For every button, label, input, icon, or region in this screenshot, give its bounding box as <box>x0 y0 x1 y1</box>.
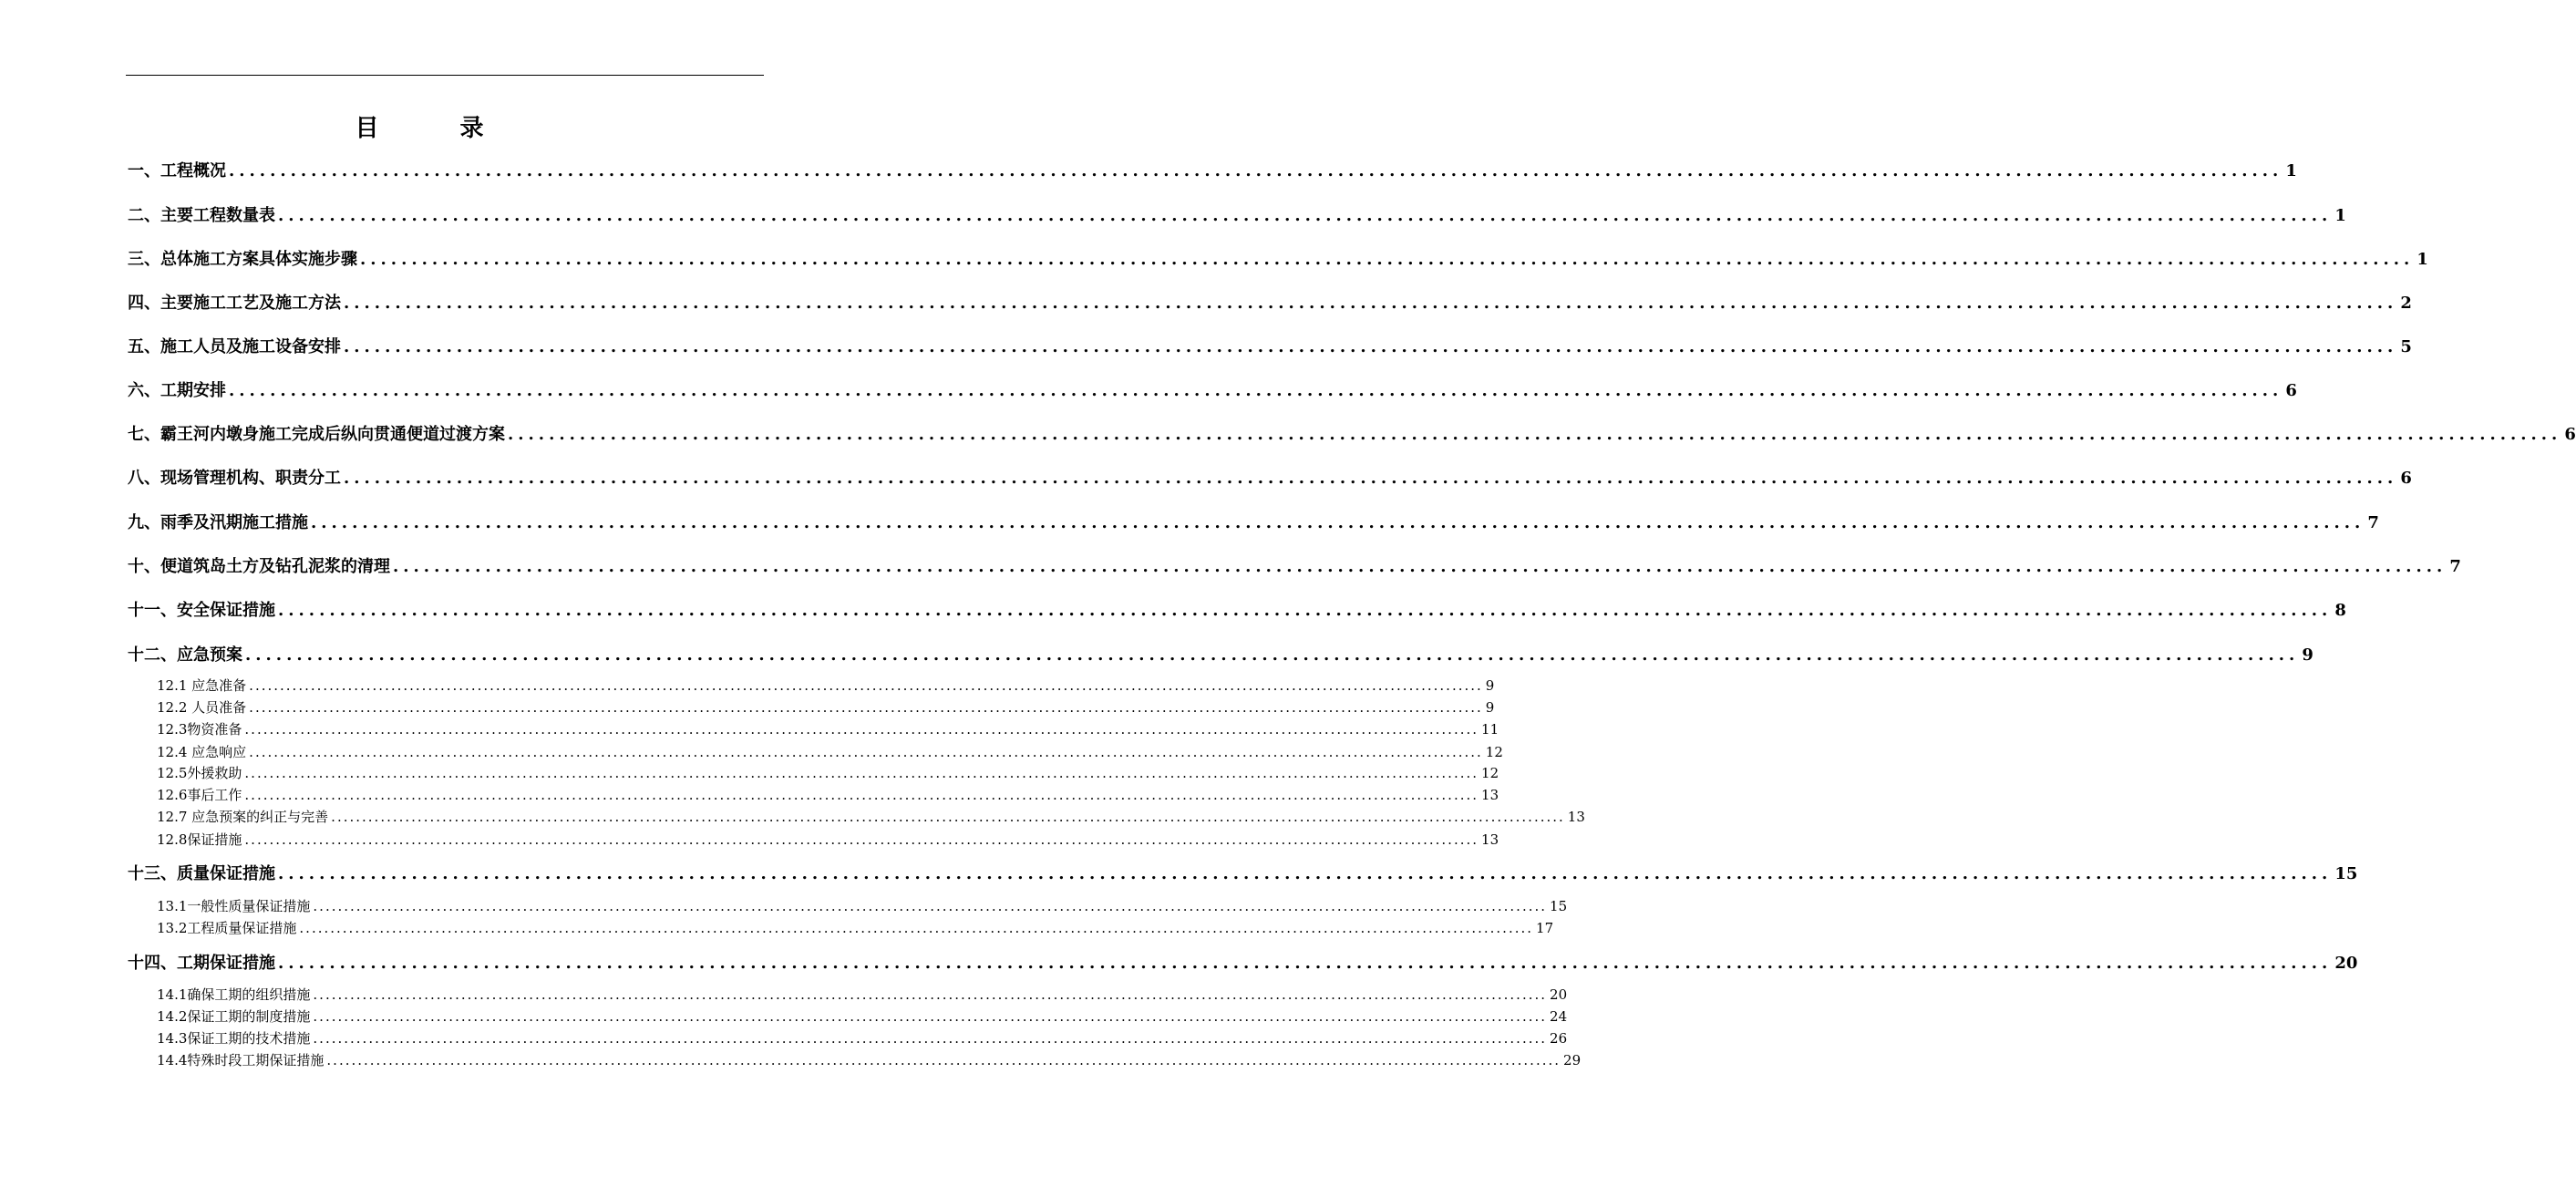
dot-leader: ........................................................................................................................................................................................................ <box>313 986 1548 1003</box>
dot-leader: ........................................................................................................................................................................................................ <box>360 250 2415 269</box>
toc-entry-label: 十、便道筑岛土方及钻孔泥浆的清理 <box>128 557 390 576</box>
dot-leader: ........................................................................................................................................................................................................ <box>393 557 2447 576</box>
toc-entry-label: 十三、质量保证措施 <box>128 864 275 883</box>
toc-entry-label: 12.8保证措施 <box>157 831 242 848</box>
toc-subentry[interactable] <box>157 763 1499 782</box>
toc-entry-page: 2 <box>2400 294 2412 313</box>
toc-entry-page: 13 <box>1481 787 1499 803</box>
dot-leader: ........................................................................................................................................................................................................ <box>508 425 2562 444</box>
toc-entry-label: 12.6事后工作 <box>157 787 242 803</box>
toc-entry-label: 12.3物资准备 <box>157 721 242 738</box>
toc-entry-page: 17 <box>1536 920 1554 936</box>
toc-entry-page: 7 <box>2367 513 2379 532</box>
toc-entry-page: 12 <box>1481 765 1499 781</box>
toc-entry[interactable] <box>128 290 2412 314</box>
toc-subentry[interactable] <box>157 676 1495 695</box>
toc-entry-page: 9 <box>1485 699 1495 716</box>
toc-entry-label: 12.5外援救助 <box>157 765 242 781</box>
toc-subentry[interactable] <box>157 985 1568 1004</box>
toc-entry[interactable] <box>128 642 2313 666</box>
toc-entry-page: 24 <box>1550 1008 1568 1025</box>
toc-entry[interactable] <box>128 202 2346 226</box>
toc-subentry[interactable] <box>157 785 1499 804</box>
toc-subentry[interactable] <box>157 719 1499 738</box>
toc-entry-label: 13.2工程质量保证措施 <box>157 920 297 936</box>
toc-entry-label: 14.2保证工期的制度措施 <box>157 1008 311 1025</box>
toc-entry[interactable] <box>128 377 2297 401</box>
dot-leader: ........................................................................................................................................................................................................ <box>311 513 2365 532</box>
dot-leader: ........................................................................................................................................................................................................ <box>249 699 1483 716</box>
dot-leader: ........................................................................................................................................................................................................ <box>244 787 1479 803</box>
toc-entry-label: 13.1一般性质量保证措施 <box>157 898 311 914</box>
dot-leader: ........................................................................................................................................................................................................ <box>278 954 2333 973</box>
toc-entry-label: 14.4特殊时段工期保证措施 <box>157 1052 325 1068</box>
toc-entry[interactable] <box>128 465 2412 489</box>
toc-entry-page: 6 <box>2285 381 2297 400</box>
toc-entry-page: 7 <box>2449 557 2461 576</box>
toc-entry-label: 12.2 人员准备 <box>157 699 247 716</box>
toc-entry[interactable] <box>128 553 2461 577</box>
toc-entry-label: 12.4 应急响应 <box>157 744 247 760</box>
dot-leader: ........................................................................................................................................................................................................ <box>245 645 2300 665</box>
toc-entry-label: 十四、工期保证措施 <box>128 954 275 973</box>
header-rule <box>126 75 764 76</box>
toc-subentry[interactable] <box>157 896 1568 915</box>
toc-entry[interactable] <box>128 597 2346 621</box>
toc-entry-label: 14.3保证工期的技术措施 <box>157 1030 311 1047</box>
toc-entry-label: 七、霸王河内墩身施工完成后纵向贯通便道过渡方案 <box>128 425 505 444</box>
dot-leader: ........................................................................................................................................................................................................ <box>331 809 1565 825</box>
toc-entry[interactable] <box>128 246 2428 270</box>
toc-subentry[interactable] <box>157 830 1499 849</box>
toc-entry[interactable] <box>128 950 2358 974</box>
toc-entry-label: 九、雨季及汛期施工措施 <box>128 513 308 532</box>
toc-entry-page: 1 <box>2416 250 2428 269</box>
dot-leader: ........................................................................................................................................................................................................ <box>278 864 2333 883</box>
toc-subentry[interactable] <box>157 918 1554 937</box>
dot-leader: ........................................................................................................................................................................................................ <box>278 206 2333 225</box>
toc-entry-page: 6 <box>2400 469 2412 488</box>
page-title: 目 录 <box>355 115 520 142</box>
toc-subentry[interactable] <box>157 1028 1568 1048</box>
toc-entry-label: 一、工程概况 <box>128 161 226 181</box>
dot-leader: ........................................................................................................................................................................................................ <box>244 765 1479 781</box>
dot-leader: ........................................................................................................................................................................................................ <box>229 381 2283 400</box>
toc-entry-page: 9 <box>1485 677 1495 694</box>
dot-leader: ........................................................................................................................................................................................................ <box>249 744 1483 760</box>
toc-entry-page: 20 <box>2334 954 2358 973</box>
dot-leader: ........................................................................................................................................................................................................ <box>326 1052 1561 1068</box>
dot-leader: ........................................................................................................................................................................................................ <box>244 831 1479 848</box>
toc-entry-label: 二、主要工程数量表 <box>128 206 275 225</box>
dot-leader: ........................................................................................................................................................................................................ <box>313 898 1548 914</box>
toc-entry-page: 1 <box>2285 161 2297 181</box>
toc-entry[interactable] <box>128 334 2412 357</box>
toc-entry-page: 6 <box>2564 425 2576 444</box>
toc-subentry[interactable] <box>157 1006 1568 1026</box>
toc-subentry[interactable] <box>157 742 1503 761</box>
toc-entry-page: 11 <box>1481 721 1499 738</box>
toc-entry-label: 14.1确保工期的组织措施 <box>157 986 311 1003</box>
toc-entry-label: 八、现场管理机构、职责分工 <box>128 469 341 488</box>
dot-leader: ........................................................................................................................................................................................................ <box>278 601 2333 620</box>
dot-leader: ........................................................................................................................................................................................................ <box>229 161 2283 181</box>
dot-leader: ........................................................................................................................................................................................................ <box>249 677 1483 694</box>
toc-entry-page: 15 <box>2334 864 2358 883</box>
toc-subentry[interactable] <box>157 807 1585 826</box>
dot-leader: ........................................................................................................................................................................................................ <box>299 920 1534 936</box>
toc-entry-label: 十二、应急预案 <box>128 645 242 665</box>
dot-leader: ........................................................................................................................................................................................................ <box>244 721 1479 738</box>
toc-entry[interactable] <box>128 421 2576 445</box>
toc-entry-label: 五、施工人员及施工设备安排 <box>128 337 341 356</box>
toc-entry-page: 13 <box>1481 831 1499 848</box>
toc-entry[interactable] <box>128 861 2358 884</box>
toc-entry-page: 8 <box>2334 601 2346 620</box>
toc-entry-page: 9 <box>2302 645 2313 665</box>
toc-entry-page: 26 <box>1550 1030 1568 1047</box>
dot-leader: ........................................................................................................................................................................................................ <box>344 294 2398 313</box>
toc-entry-label: 十一、安全保证措施 <box>128 601 275 620</box>
toc-subentry[interactable] <box>157 1050 1582 1069</box>
dot-leader: ........................................................................................................................................................................................................ <box>313 1008 1548 1025</box>
toc-entry-page: 13 <box>1567 809 1585 825</box>
toc-entry[interactable] <box>128 158 2297 181</box>
toc-entry-label: 四、主要施工工艺及施工方法 <box>128 294 341 313</box>
toc-entry-page: 1 <box>2334 206 2346 225</box>
toc-entry-page: 29 <box>1563 1052 1582 1068</box>
toc-entry-label: 12.7 应急预案的纠正与完善 <box>157 809 329 825</box>
toc-subentry[interactable] <box>157 697 1495 717</box>
dot-leader: ........................................................................................................................................................................................................ <box>344 469 2398 488</box>
toc-entry[interactable] <box>128 510 2379 533</box>
dot-leader: ........................................................................................................................................................................................................ <box>313 1030 1548 1047</box>
toc-entry-label: 12.1 应急准备 <box>157 677 247 694</box>
toc-entry-label: 六、工期安排 <box>128 381 226 400</box>
dot-leader: ........................................................................................................................................................................................................ <box>344 337 2398 356</box>
toc-entry-page: 15 <box>1550 898 1568 914</box>
toc-entry-label: 三、总体施工方案具体实施步骤 <box>128 250 357 269</box>
toc-entry-page: 5 <box>2400 337 2412 356</box>
toc-entry-page: 20 <box>1550 986 1568 1003</box>
toc-entry-page: 12 <box>1485 744 1503 760</box>
